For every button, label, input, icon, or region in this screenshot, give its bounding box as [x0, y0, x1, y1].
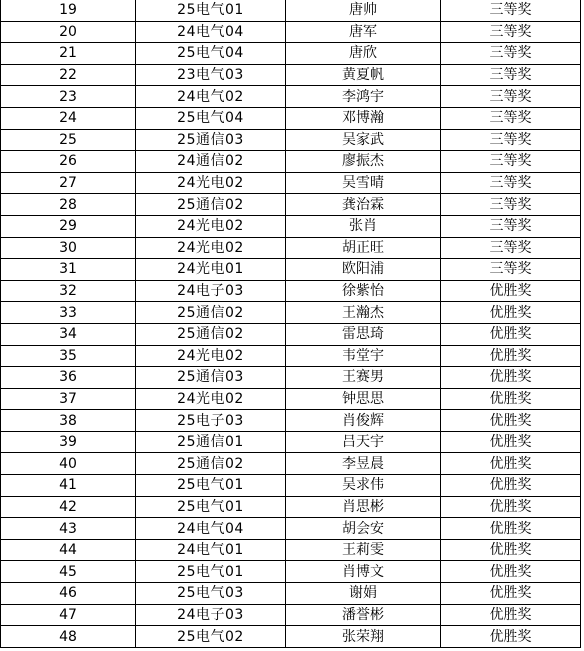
table-row — [1, 280, 581, 302]
serial-number-cell: 39 — [1, 431, 136, 453]
table-row — [1, 410, 581, 432]
award-level-cell: 三等奖 — [441, 107, 581, 129]
class-cell: 24电气04 — [136, 21, 286, 43]
serial-number-cell: 40 — [1, 453, 136, 475]
serial-number-cell: 37 — [1, 388, 136, 410]
serial-number-cell: 29 — [1, 215, 136, 237]
table-row — [1, 21, 581, 43]
student-name-cell: 吴家武 — [286, 129, 441, 151]
table-row — [1, 194, 581, 216]
class-cell: 25电气03 — [136, 583, 286, 605]
class-cell: 25通信02 — [136, 323, 286, 345]
award-level-cell: 优胜奖 — [441, 626, 581, 648]
serial-number-cell: 38 — [1, 410, 136, 432]
award-level-cell: 优胜奖 — [441, 453, 581, 475]
student-name-cell: 韦堂宇 — [286, 345, 441, 367]
class-cell: 24光电02 — [136, 388, 286, 410]
serial-number-cell: 42 — [1, 496, 136, 518]
table-row — [1, 626, 581, 648]
class-cell: 24电气04 — [136, 518, 286, 540]
serial-number-cell: 32 — [1, 280, 136, 302]
table-row — [1, 43, 581, 65]
serial-number-cell: 31 — [1, 259, 136, 281]
award-level-cell: 优胜奖 — [441, 604, 581, 626]
award-level-cell: 优胜奖 — [441, 496, 581, 518]
serial-number-cell: 44 — [1, 539, 136, 561]
class-cell: 25电气04 — [136, 43, 286, 65]
award-level-cell: 优胜奖 — [441, 583, 581, 605]
student-name-cell: 王莉雯 — [286, 539, 441, 561]
table-row — [1, 539, 581, 561]
table-row — [1, 561, 581, 583]
award-level-cell: 三等奖 — [441, 259, 581, 281]
table-row — [1, 215, 581, 237]
table-row — [1, 86, 581, 108]
class-cell: 24电气02 — [136, 86, 286, 108]
award-level-cell: 三等奖 — [441, 237, 581, 259]
table-row — [1, 259, 581, 281]
student-name-cell: 欧阳浦 — [286, 259, 441, 281]
serial-number-cell: 36 — [1, 367, 136, 389]
table-row — [1, 107, 581, 129]
table-row — [1, 388, 581, 410]
student-name-cell: 廖振杰 — [286, 151, 441, 173]
award-level-cell: 优胜奖 — [441, 539, 581, 561]
student-name-cell: 吴求伟 — [286, 475, 441, 497]
award-level-cell: 三等奖 — [441, 86, 581, 108]
class-cell: 25电气04 — [136, 107, 286, 129]
award-level-cell: 优胜奖 — [441, 518, 581, 540]
serial-number-cell: 23 — [1, 86, 136, 108]
class-cell: 25电气01 — [136, 496, 286, 518]
table-row — [1, 496, 581, 518]
class-cell: 25通信03 — [136, 129, 286, 151]
table-row — [1, 237, 581, 259]
award-level-cell: 三等奖 — [441, 129, 581, 151]
class-cell: 24电气01 — [136, 539, 286, 561]
award-level-cell: 优胜奖 — [441, 345, 581, 367]
student-name-cell: 吕天宇 — [286, 431, 441, 453]
award-level-cell: 三等奖 — [441, 43, 581, 65]
award-level-cell: 三等奖 — [441, 64, 581, 86]
award-table-body — [1, 0, 581, 647]
table-row — [1, 302, 581, 324]
table-row — [1, 151, 581, 173]
class-cell: 25通信01 — [136, 431, 286, 453]
student-name-cell: 邓博瀚 — [286, 107, 441, 129]
student-name-cell: 张荣翔 — [286, 626, 441, 648]
table-row — [1, 323, 581, 345]
table-row — [1, 345, 581, 367]
class-cell: 25电气02 — [136, 626, 286, 648]
student-name-cell: 胡正旺 — [286, 237, 441, 259]
award-level-cell: 优胜奖 — [441, 561, 581, 583]
award-level-cell: 三等奖 — [441, 215, 581, 237]
student-name-cell: 李昱晨 — [286, 453, 441, 475]
class-cell: 25通信02 — [136, 453, 286, 475]
class-cell: 25通信03 — [136, 367, 286, 389]
serial-number-cell: 21 — [1, 43, 136, 65]
award-level-cell: 优胜奖 — [441, 475, 581, 497]
serial-number-cell: 43 — [1, 518, 136, 540]
award-level-cell: 三等奖 — [441, 0, 581, 21]
class-cell: 25电气01 — [136, 0, 286, 21]
serial-number-cell: 35 — [1, 345, 136, 367]
class-cell: 25通信02 — [136, 194, 286, 216]
award-level-cell: 三等奖 — [441, 172, 581, 194]
class-cell: 24电子03 — [136, 280, 286, 302]
serial-number-cell: 48 — [1, 626, 136, 648]
class-cell: 23电气03 — [136, 64, 286, 86]
student-name-cell: 肖思彬 — [286, 496, 441, 518]
table-row — [1, 518, 581, 540]
serial-number-cell: 46 — [1, 583, 136, 605]
award-level-cell: 三等奖 — [441, 151, 581, 173]
serial-number-cell: 47 — [1, 604, 136, 626]
award-level-cell: 三等奖 — [441, 21, 581, 43]
class-cell: 24光电02 — [136, 237, 286, 259]
serial-number-cell: 30 — [1, 237, 136, 259]
student-name-cell: 吴雪晴 — [286, 172, 441, 194]
award-level-cell: 优胜奖 — [441, 431, 581, 453]
table-row — [1, 583, 581, 605]
student-name-cell: 唐欣 — [286, 43, 441, 65]
table-row — [1, 172, 581, 194]
table-row — [1, 367, 581, 389]
class-cell: 24光电02 — [136, 215, 286, 237]
class-cell: 24光电02 — [136, 345, 286, 367]
serial-number-cell: 24 — [1, 107, 136, 129]
award-level-cell: 优胜奖 — [441, 302, 581, 324]
serial-number-cell: 25 — [1, 129, 136, 151]
table-row — [1, 604, 581, 626]
student-name-cell: 徐紫怡 — [286, 280, 441, 302]
serial-number-cell: 20 — [1, 21, 136, 43]
student-name-cell: 黄夏帆 — [286, 64, 441, 86]
serial-number-cell: 22 — [1, 64, 136, 86]
class-cell: 24通信02 — [136, 151, 286, 173]
serial-number-cell: 33 — [1, 302, 136, 324]
student-name-cell: 谢娟 — [286, 583, 441, 605]
award-level-cell: 优胜奖 — [441, 323, 581, 345]
student-name-cell: 唐帅 — [286, 0, 441, 21]
serial-number-cell: 27 — [1, 172, 136, 194]
class-cell: 25电气01 — [136, 561, 286, 583]
table-row — [1, 431, 581, 453]
award-level-cell: 优胜奖 — [441, 410, 581, 432]
class-cell: 25电气01 — [136, 475, 286, 497]
award-level-cell: 优胜奖 — [441, 388, 581, 410]
class-cell: 25电子03 — [136, 410, 286, 432]
student-name-cell: 肖博文 — [286, 561, 441, 583]
student-name-cell: 王赛男 — [286, 367, 441, 389]
award-level-cell: 优胜奖 — [441, 280, 581, 302]
serial-number-cell: 41 — [1, 475, 136, 497]
class-cell: 24电子03 — [136, 604, 286, 626]
student-name-cell: 潘誉彬 — [286, 604, 441, 626]
class-cell: 24光电01 — [136, 259, 286, 281]
serial-number-cell: 19 — [1, 0, 136, 21]
table-row — [1, 0, 581, 21]
serial-number-cell: 34 — [1, 323, 136, 345]
student-name-cell: 唐军 — [286, 21, 441, 43]
class-cell: 25通信02 — [136, 302, 286, 324]
table-row — [1, 64, 581, 86]
table-row — [1, 475, 581, 497]
student-name-cell: 雷思琦 — [286, 323, 441, 345]
serial-number-cell: 28 — [1, 194, 136, 216]
table-row — [1, 453, 581, 475]
student-name-cell: 胡会安 — [286, 518, 441, 540]
serial-number-cell: 26 — [1, 151, 136, 173]
student-name-cell: 钟思思 — [286, 388, 441, 410]
student-name-cell: 龚治霖 — [286, 194, 441, 216]
serial-number-cell: 45 — [1, 561, 136, 583]
student-name-cell: 李鸿宇 — [286, 86, 441, 108]
student-name-cell: 张肖 — [286, 215, 441, 237]
student-name-cell: 王瀚杰 — [286, 302, 441, 324]
class-cell: 24光电02 — [136, 172, 286, 194]
award-level-cell: 三等奖 — [441, 194, 581, 216]
table-row — [1, 129, 581, 151]
student-name-cell: 肖俊辉 — [286, 410, 441, 432]
award-level-cell: 优胜奖 — [441, 367, 581, 389]
